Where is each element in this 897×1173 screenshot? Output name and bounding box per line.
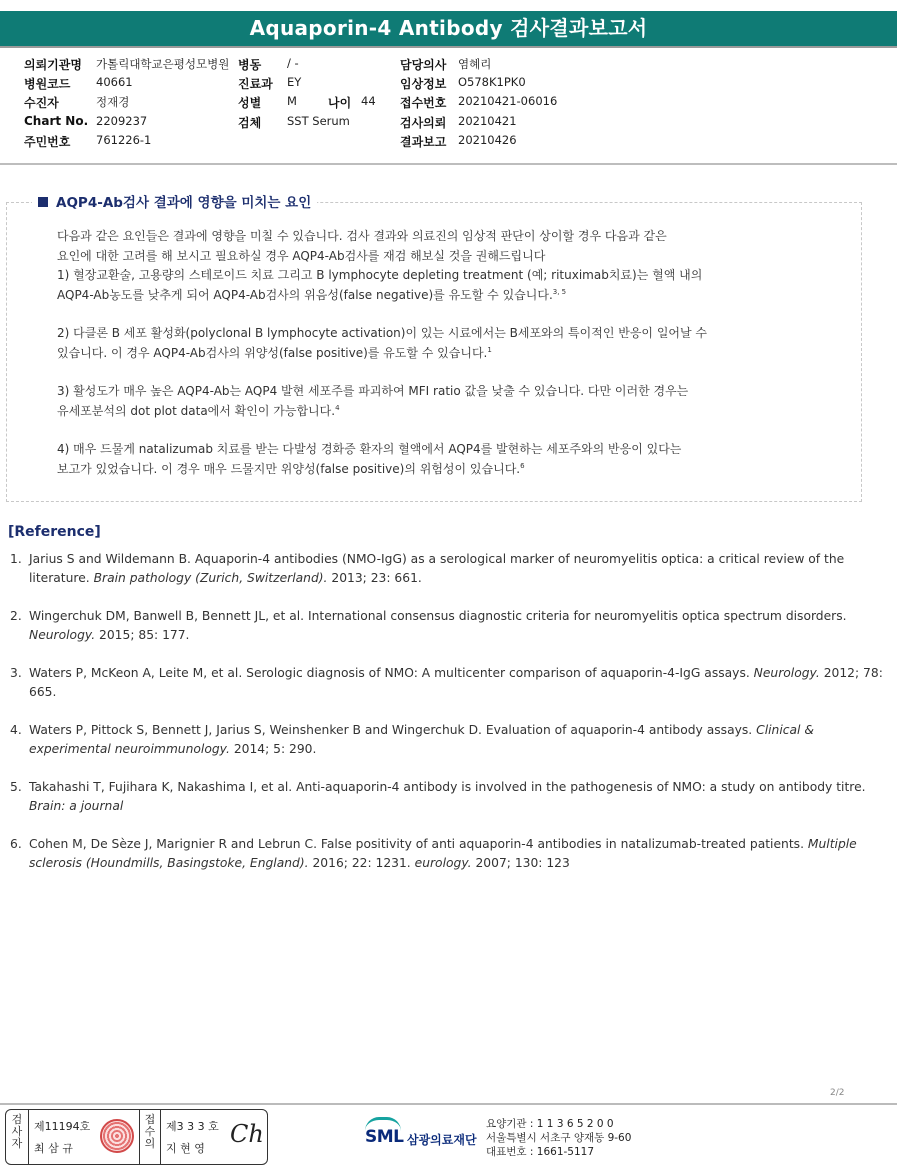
reference-heading: [Reference] xyxy=(8,524,101,540)
reviewer-name: 지 현 영 xyxy=(166,1142,205,1155)
factor-item-4-line: 4) 매우 드물게 natalizumab 치료를 받는 다발성 경화증 환자의 혈액에서 AQP4를 발현하는 세포주와의 반응이 있다는 xyxy=(57,442,682,456)
reference-tail: 2015; 85: 177. xyxy=(95,628,190,642)
request-date-label: 검사의뢰 xyxy=(400,116,447,130)
receipt-no-value: 20210421-06016 xyxy=(458,94,558,108)
organization-name: 삼광의료재단 xyxy=(407,1133,477,1147)
reference-text: Waters P, Pittock S, Bennett J, Jarius S, Weinshenker B and Wingerchuk D. Evaluation of aquaporin-4 antibody assays. xyxy=(29,723,757,737)
inspector-vertical-label: 검 사 자 xyxy=(11,1113,23,1150)
doctor-label: 담당의사 xyxy=(400,58,447,72)
factor-item-3-line xyxy=(57,402,857,422)
factor-item-2-line xyxy=(57,344,857,364)
department-value: EY xyxy=(287,75,302,89)
signature-box xyxy=(5,1109,268,1165)
factor-item-4-line xyxy=(57,460,857,480)
intro-line: 다음과 같은 요인들은 결과에 영향을 미칠 수 있습니다. 검사 결과와 의료진의 임상적 판단이 상이할 경우 다음과 같은 xyxy=(57,229,667,243)
care-agency-number: 요양기관 : 1 1 3 6 5 2 0 0 xyxy=(486,1118,614,1130)
clinical-info-label: 임상정보 xyxy=(400,77,447,91)
footer-phone: 대표번호 : 1661-5117 xyxy=(486,1146,595,1158)
hospital-code-label: 병원코드 xyxy=(24,77,71,91)
institution-value: 가톨릭대학교은평성모병원 xyxy=(96,57,230,71)
reference-number: 1. xyxy=(10,552,22,566)
examinee-label: 수진자 xyxy=(24,96,59,110)
patient-info-panel xyxy=(0,53,897,163)
sex-value: M xyxy=(287,94,297,108)
reference-journal: Clinical & experimental neuroimmunology. xyxy=(29,723,814,756)
department-label: 진료과 xyxy=(238,77,273,91)
reference-journal: Neurology. xyxy=(753,666,820,680)
reference-journal: eurology. xyxy=(414,856,472,870)
reference-number: 6. xyxy=(10,837,22,851)
factor-item-2-text: 있습니다. 이 경우 AQP4-Ab검사의 위양성(false positive)를 유도할 수 있습니다. xyxy=(57,345,488,360)
reviewer-license: 제3 3 3 호 xyxy=(166,1120,219,1133)
footer-address: 서울특별시 서초구 양재동 9-60 xyxy=(486,1132,632,1144)
title-divider xyxy=(0,46,897,48)
reference-tail: 2007; 130: 123 xyxy=(471,856,570,870)
reference-journal: Brain pathology (Zurich, Switzerland). xyxy=(93,571,328,585)
citation-superscript: 3, 5 xyxy=(552,287,567,296)
factor-item-1-text: AQP4-Ab농도를 낮추게 되어 AQP4-Ab검사의 위음성(false negative)를 유도할 수 있습니다. xyxy=(57,287,553,302)
specimen-value: SST Serum xyxy=(287,114,350,128)
factor-item-1-line: 1) 혈장교환술, 고용량의 스테로이드 치료 그리고 B lymphocyte depleting treatment (예; rituximab치료)는 혈액 내의 xyxy=(57,268,703,282)
inspector-name: 최 삼 규 xyxy=(34,1142,73,1155)
reference-text: Waters P, McKeon A, Leite M, et al. Serologic diagnosis of NMO: A multicenter comparison of aquaporin-4-IgG assays. xyxy=(29,666,754,680)
reference-number: 5. xyxy=(10,780,22,794)
reference-item xyxy=(10,721,890,759)
ward-value: / - xyxy=(287,56,299,70)
reference-item xyxy=(10,664,890,702)
reference-text: Takahashi T, Fujihara K, Nakashima I, et al. Anti-aquaporin-4 antibody is involved in the pathogenesis of NMO: a study on antibody titre. xyxy=(29,780,866,794)
institution-label: 의뢰기관명 xyxy=(24,58,82,72)
factors-heading-text: AQP4-Ab검사 결과에 영향을 미치는 요인 xyxy=(56,195,312,211)
reference-item xyxy=(10,778,890,816)
square-bullet-icon xyxy=(38,197,48,207)
reference-tail: 2013; 23: 661. xyxy=(327,571,422,585)
reference-item xyxy=(10,550,890,588)
reference-journal: Multiple sclerosis (Houndmills, Basingstoke, England). xyxy=(29,837,857,870)
footer-divider xyxy=(0,1103,897,1105)
factors-body xyxy=(57,227,857,479)
page-number: 2/2 xyxy=(830,1088,845,1098)
reference-text: Wingerchuk DM, Banwell B, Bennett JL, et al. International consensus diagnostic criteria for neuromyelitis optica spectrum disorders. xyxy=(29,609,847,623)
hospital-code-value: 40661 xyxy=(96,75,133,89)
factor-item-4-text: 보고가 있었습니다. 이 경우 매우 드물지만 위양성(false positive)의 위험성이 있습니다. xyxy=(57,461,521,476)
specimen-label: 검체 xyxy=(238,116,262,130)
reference-number: 3. xyxy=(10,666,22,680)
reference-tail: 2014; 5: 290. xyxy=(229,742,317,756)
citation-superscript: 1 xyxy=(487,345,492,354)
reference-list xyxy=(10,550,890,873)
factor-item-2-line: 2) 다클론 B 세포 활성화(polyclonal B lymphocyte activation)이 있는 시료에서는 B세포와의 특이적인 반응이 일어날 수 xyxy=(57,326,708,340)
ward-label: 병동 xyxy=(238,58,262,72)
request-date-value: 20210421 xyxy=(458,114,517,128)
age-label: 나이 xyxy=(328,96,352,110)
official-seal-icon xyxy=(100,1119,134,1153)
reviewer-vertical-label: 접 수 의 xyxy=(144,1113,156,1150)
age-value: 44 xyxy=(361,94,376,108)
footer-contact xyxy=(486,1117,631,1159)
logo-text: SML xyxy=(365,1127,404,1147)
intro-line: 요인에 대한 고려를 해 보시고 필요하실 경우 AQP4-Ab검사를 재검 해보실 것을 권해드립니다 xyxy=(57,248,546,263)
reference-item xyxy=(10,835,890,873)
resident-no-label: 주민번호 xyxy=(24,135,71,149)
reference-journal: Brain: a journal xyxy=(29,799,124,813)
reference-journal: Neurology. xyxy=(29,628,96,642)
factor-item-3-text: 유세포분석의 dot plot data에서 확인이 가능합니다. xyxy=(57,403,336,418)
reference-number: 2. xyxy=(10,609,22,623)
reference-tail: 2016; 22: 1231. xyxy=(308,856,415,870)
reference-number: 4. xyxy=(10,723,22,737)
report-title: Aquaporin-4 Antibody 검사결과보고서 xyxy=(0,11,897,46)
receipt-no-label: 접수번호 xyxy=(400,96,447,110)
examinee-value: 정재경 xyxy=(96,95,130,109)
citation-superscript: 6 xyxy=(520,461,525,470)
inspector-license: 제11194호 xyxy=(34,1120,91,1133)
reference-text: Cohen M, De Sèze J, Marignier R and Lebrun C. False positivity of anti aquaporin-4 antibodies in natalizumab-treated patients. xyxy=(29,837,808,851)
report-date-label: 결과보고 xyxy=(400,135,447,149)
factor-item-1-line xyxy=(57,286,857,306)
chart-no-label: Chart No. xyxy=(24,114,89,128)
factor-item-3-line: 3) 활성도가 매우 높은 AQP4-Ab는 AQP4 발현 세포주를 파괴하여 MFI ratio 값을 낮출 수 있습니다. 다만 이러한 경우는 xyxy=(57,384,689,398)
citation-superscript: 4 xyxy=(335,403,340,412)
handwritten-signature: Ch xyxy=(230,1120,264,1148)
chart-no-value: 2209237 xyxy=(96,114,148,128)
factors-heading xyxy=(32,191,317,211)
doctor-value: 염혜리 xyxy=(458,57,492,71)
reference-tail: 2012; 78: 665. xyxy=(29,666,883,699)
info-divider xyxy=(0,163,897,165)
clinical-info-value: O578K1PK0 xyxy=(458,75,526,89)
sex-label: 성별 xyxy=(238,96,262,110)
reference-text: Jarius S and Wildemann B. Aquaporin-4 antibodies (NMO-IgG) as a serological marker of neuromyelitis optica: a critical review of the literature. xyxy=(29,552,845,585)
report-date-value: 20210426 xyxy=(458,133,517,147)
resident-no-value: 761226-1 xyxy=(96,133,152,147)
reference-item xyxy=(10,607,890,645)
